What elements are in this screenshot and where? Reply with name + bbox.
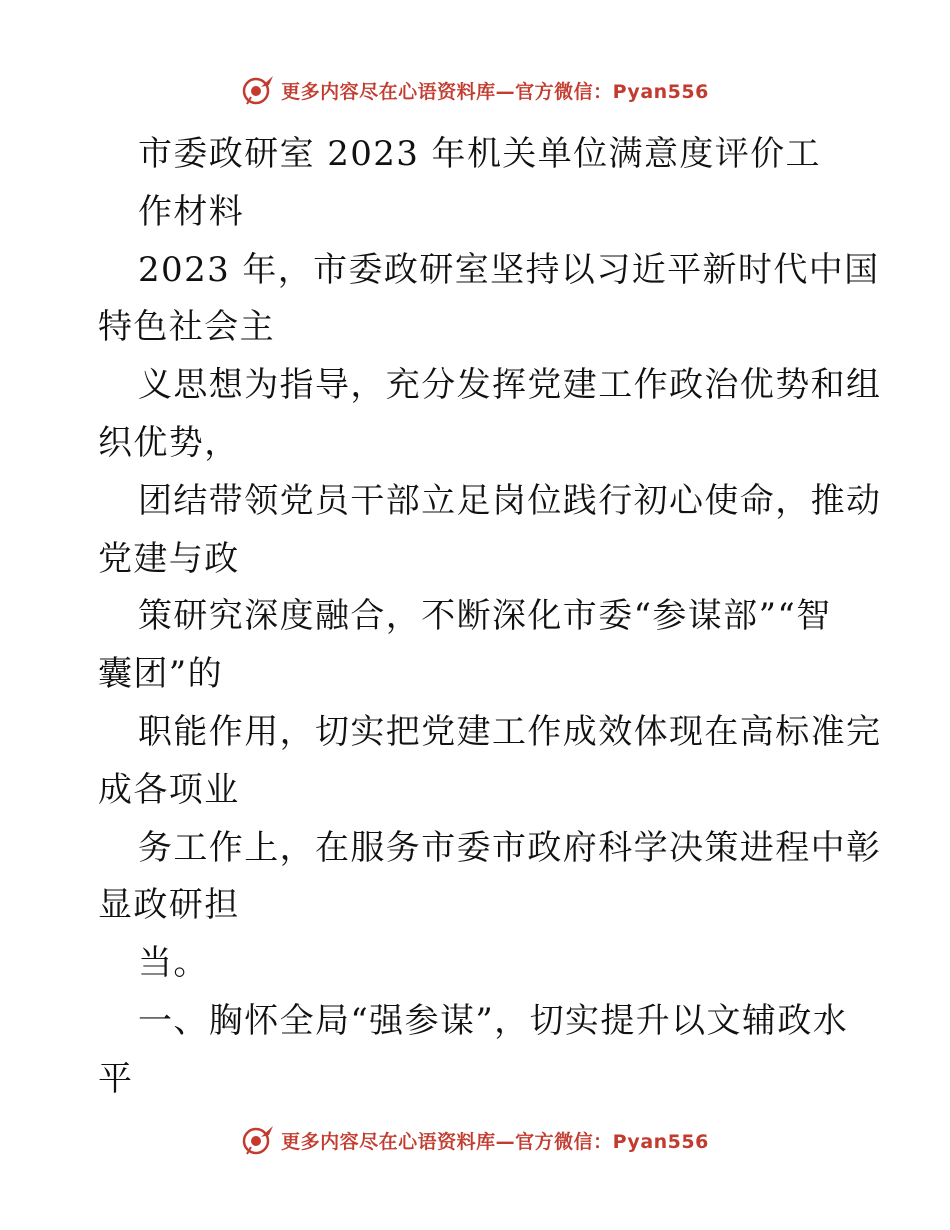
text-line: 务工作上，在服务市委市政府科学决策进程中彰 bbox=[138, 827, 882, 868]
text-line: 织优势， bbox=[98, 422, 240, 463]
quill-pen-logo-icon bbox=[241, 1123, 275, 1157]
text-line: 团结带领党员干部立足岗位践行初心使命，推动 bbox=[138, 480, 882, 521]
footer-watermark-banner bbox=[0, 1122, 950, 1158]
text-line: 义思想为指导，充分发挥党建工作政治优势和组 bbox=[138, 365, 882, 406]
text-line: 党建与政 bbox=[98, 538, 240, 579]
text-line: 2023 年，市委政研室坚持以习近平新时代中国 bbox=[138, 249, 880, 290]
quill-pen-logo-icon bbox=[241, 73, 275, 107]
header-watermark-banner bbox=[0, 72, 950, 108]
watermark-text: 更多内容尽在心语资料库—官方微信：Pyan556 bbox=[281, 1130, 709, 1153]
document-body bbox=[98, 126, 882, 1109]
text-line: 平 bbox=[98, 1058, 134, 1099]
text-line: 职能作用，切实把党建工作成效体现在高标准完 bbox=[138, 711, 882, 752]
text-line: 囊团”的 bbox=[98, 654, 223, 695]
text-line: 策研究深度融合，不断深化市委“参谋部”“智 bbox=[138, 596, 832, 637]
text-line: 一、胸怀全局“强参谋”，切实提升以文辅政水 bbox=[138, 1000, 849, 1041]
text-line: 市委政研室 2023 年机关单位满意度评价工 bbox=[138, 134, 821, 174]
text-line: 作材料 bbox=[138, 191, 245, 232]
text-line: 特色社会主 bbox=[98, 307, 275, 348]
text-line: 显政研担 bbox=[98, 885, 240, 926]
text-line: 成各项业 bbox=[98, 769, 240, 810]
text-line: 当。 bbox=[138, 943, 209, 984]
watermark-text: 更多内容尽在心语资料库—官方微信：Pyan556 bbox=[281, 80, 709, 103]
